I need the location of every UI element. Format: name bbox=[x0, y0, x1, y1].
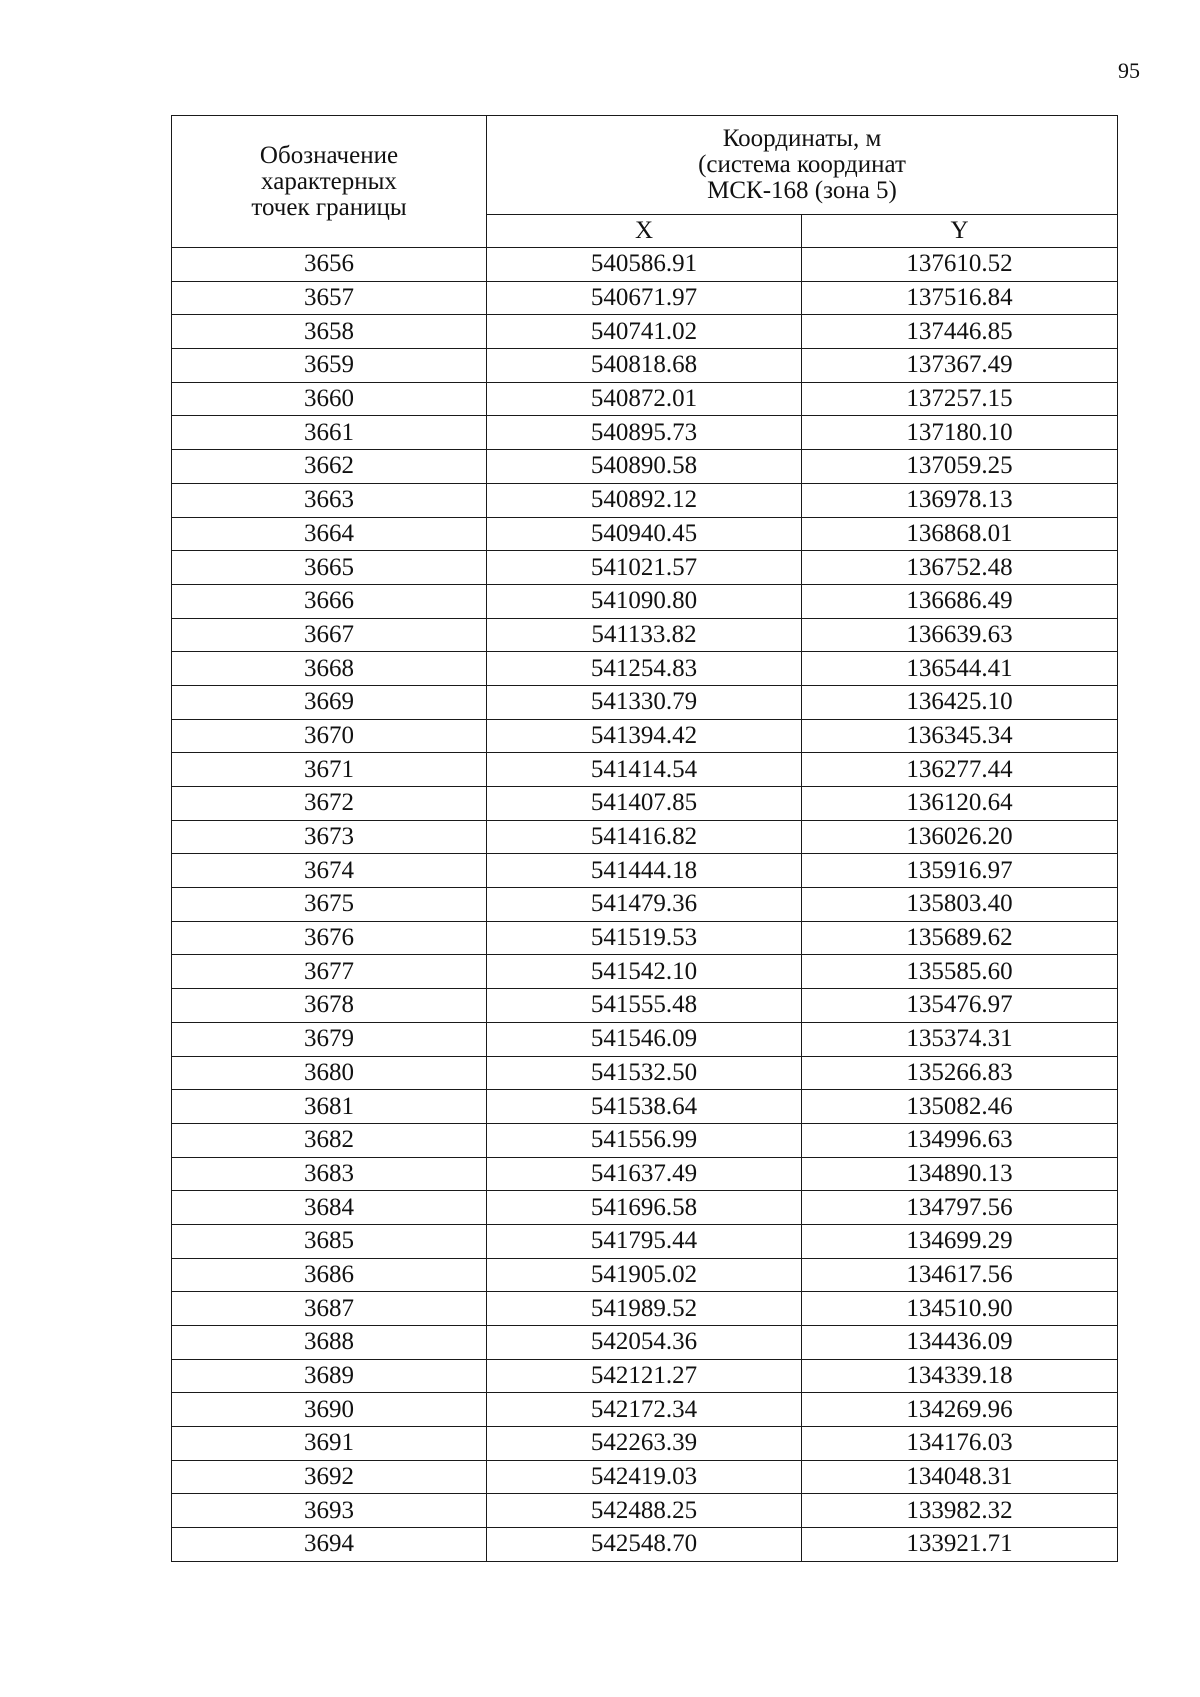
y-cell: 137257.15 bbox=[802, 382, 1118, 416]
x-cell: 541414.54 bbox=[487, 753, 802, 787]
coordinates-header-line: МСК-168 (зона 5) bbox=[707, 177, 897, 204]
table-row bbox=[172, 584, 1118, 618]
point-cell: 3665 bbox=[172, 551, 487, 585]
table-row bbox=[172, 753, 1118, 787]
x-cell: 540892.12 bbox=[487, 483, 802, 517]
y-cell: 135916.97 bbox=[802, 854, 1118, 888]
point-cell: 3671 bbox=[172, 753, 487, 787]
x-cell: 540818.68 bbox=[487, 349, 802, 383]
x-cell: 542488.25 bbox=[487, 1494, 802, 1528]
table-row bbox=[172, 551, 1118, 585]
x-cell: 541795.44 bbox=[487, 1224, 802, 1258]
table-row bbox=[172, 483, 1118, 517]
y-cell: 134048.31 bbox=[802, 1460, 1118, 1494]
table-header bbox=[172, 116, 1118, 248]
y-cell: 137610.52 bbox=[802, 248, 1118, 282]
x-cell: 541696.58 bbox=[487, 1191, 802, 1225]
x-cell: 541989.52 bbox=[487, 1292, 802, 1326]
y-cell: 134339.18 bbox=[802, 1359, 1118, 1393]
table-row bbox=[172, 315, 1118, 349]
y-cell: 136544.41 bbox=[802, 652, 1118, 686]
table-row bbox=[172, 854, 1118, 888]
point-cell: 3678 bbox=[172, 989, 487, 1023]
x-cell: 541546.09 bbox=[487, 1022, 802, 1056]
y-cell: 136277.44 bbox=[802, 753, 1118, 787]
table-row bbox=[172, 382, 1118, 416]
table-row bbox=[172, 1427, 1118, 1461]
table-row bbox=[172, 349, 1118, 383]
y-cell: 135689.62 bbox=[802, 921, 1118, 955]
point-cell: 3657 bbox=[172, 281, 487, 315]
table-row bbox=[172, 517, 1118, 551]
table-row bbox=[172, 1191, 1118, 1225]
y-cell: 136686.49 bbox=[802, 584, 1118, 618]
y-cell: 136345.34 bbox=[802, 719, 1118, 753]
coordinates-header-line: Координаты, м bbox=[722, 125, 882, 152]
coordinates-header bbox=[487, 116, 1118, 215]
x-cell: 542419.03 bbox=[487, 1460, 802, 1494]
y-cell: 134617.56 bbox=[802, 1258, 1118, 1292]
x-cell: 542054.36 bbox=[487, 1326, 802, 1360]
x-cell: 541254.83 bbox=[487, 652, 802, 686]
y-cell: 133982.32 bbox=[802, 1494, 1118, 1528]
y-cell: 134510.90 bbox=[802, 1292, 1118, 1326]
y-cell: 136120.64 bbox=[802, 787, 1118, 821]
y-cell: 135585.60 bbox=[802, 955, 1118, 989]
table-row bbox=[172, 1460, 1118, 1494]
x-cell: 541021.57 bbox=[487, 551, 802, 585]
y-column-header: Y bbox=[802, 215, 1118, 248]
y-cell: 136978.13 bbox=[802, 483, 1118, 517]
table-row bbox=[172, 416, 1118, 450]
point-cell: 3681 bbox=[172, 1090, 487, 1124]
x-column-header: X bbox=[487, 215, 802, 248]
x-cell: 541090.80 bbox=[487, 584, 802, 618]
point-cell: 3684 bbox=[172, 1191, 487, 1225]
table-row bbox=[172, 1393, 1118, 1427]
point-cell: 3691 bbox=[172, 1427, 487, 1461]
table-row bbox=[172, 1528, 1118, 1562]
point-cell: 3668 bbox=[172, 652, 487, 686]
y-cell: 136868.01 bbox=[802, 517, 1118, 551]
point-cell: 3692 bbox=[172, 1460, 487, 1494]
table-row bbox=[172, 450, 1118, 484]
y-cell: 137516.84 bbox=[802, 281, 1118, 315]
x-cell: 542548.70 bbox=[487, 1528, 802, 1562]
x-cell: 540872.01 bbox=[487, 382, 802, 416]
point-cell: 3666 bbox=[172, 584, 487, 618]
table-row bbox=[172, 719, 1118, 753]
table-row bbox=[172, 787, 1118, 821]
table-row bbox=[172, 248, 1118, 282]
table-row bbox=[172, 989, 1118, 1023]
x-cell: 541905.02 bbox=[487, 1258, 802, 1292]
y-cell: 136639.63 bbox=[802, 618, 1118, 652]
x-cell: 541538.64 bbox=[487, 1090, 802, 1124]
point-designation-header bbox=[172, 116, 487, 248]
table-row bbox=[172, 1123, 1118, 1157]
y-cell: 135374.31 bbox=[802, 1022, 1118, 1056]
y-cell: 137059.25 bbox=[802, 450, 1118, 484]
x-cell: 541555.48 bbox=[487, 989, 802, 1023]
point-cell: 3693 bbox=[172, 1494, 487, 1528]
point-cell: 3694 bbox=[172, 1528, 487, 1562]
x-cell: 540940.45 bbox=[487, 517, 802, 551]
y-cell: 134890.13 bbox=[802, 1157, 1118, 1191]
table-row bbox=[172, 820, 1118, 854]
coordinates-table bbox=[171, 115, 1118, 1562]
table-row bbox=[172, 281, 1118, 315]
x-cell: 541532.50 bbox=[487, 1056, 802, 1090]
table-row bbox=[172, 1056, 1118, 1090]
x-cell: 540890.58 bbox=[487, 450, 802, 484]
y-cell: 137446.85 bbox=[802, 315, 1118, 349]
table-row bbox=[172, 1258, 1118, 1292]
x-cell: 541416.82 bbox=[487, 820, 802, 854]
point-cell: 3667 bbox=[172, 618, 487, 652]
point-cell: 3689 bbox=[172, 1359, 487, 1393]
point-cell: 3662 bbox=[172, 450, 487, 484]
table-row bbox=[172, 1359, 1118, 1393]
point-cell: 3659 bbox=[172, 349, 487, 383]
point-cell: 3673 bbox=[172, 820, 487, 854]
point-cell: 3690 bbox=[172, 1393, 487, 1427]
x-cell: 540586.91 bbox=[487, 248, 802, 282]
coordinates-header-line: (система координат bbox=[698, 151, 906, 178]
y-cell: 134699.29 bbox=[802, 1224, 1118, 1258]
table-row bbox=[172, 618, 1118, 652]
table-row bbox=[172, 955, 1118, 989]
point-cell: 3672 bbox=[172, 787, 487, 821]
point-cell: 3661 bbox=[172, 416, 487, 450]
x-cell: 542172.34 bbox=[487, 1393, 802, 1427]
table-row bbox=[172, 1224, 1118, 1258]
x-cell: 541330.79 bbox=[487, 685, 802, 719]
point-cell: 3676 bbox=[172, 921, 487, 955]
y-cell: 135082.46 bbox=[802, 1090, 1118, 1124]
x-cell: 540741.02 bbox=[487, 315, 802, 349]
y-cell: 135803.40 bbox=[802, 888, 1118, 922]
table-body bbox=[172, 248, 1118, 1562]
table-row bbox=[172, 1157, 1118, 1191]
point-header-line: характерных bbox=[261, 167, 397, 195]
x-cell: 541637.49 bbox=[487, 1157, 802, 1191]
table-row bbox=[172, 1022, 1118, 1056]
table-row bbox=[172, 1326, 1118, 1360]
y-cell: 136425.10 bbox=[802, 685, 1118, 719]
y-cell: 135266.83 bbox=[802, 1056, 1118, 1090]
table-row bbox=[172, 652, 1118, 686]
point-cell: 3677 bbox=[172, 955, 487, 989]
point-cell: 3664 bbox=[172, 517, 487, 551]
table-row bbox=[172, 921, 1118, 955]
y-cell: 136752.48 bbox=[802, 551, 1118, 585]
x-cell: 541407.85 bbox=[487, 787, 802, 821]
x-cell: 541394.42 bbox=[487, 719, 802, 753]
table-row bbox=[172, 1494, 1118, 1528]
x-cell: 541444.18 bbox=[487, 854, 802, 888]
y-cell: 137367.49 bbox=[802, 349, 1118, 383]
point-cell: 3660 bbox=[172, 382, 487, 416]
point-cell: 3674 bbox=[172, 854, 487, 888]
point-header-line: Обозначение bbox=[259, 141, 399, 169]
point-cell: 3670 bbox=[172, 719, 487, 753]
point-cell: 3683 bbox=[172, 1157, 487, 1191]
x-cell: 541133.82 bbox=[487, 618, 802, 652]
x-cell: 541479.36 bbox=[487, 888, 802, 922]
y-cell: 133921.71 bbox=[802, 1528, 1118, 1562]
x-cell: 540895.73 bbox=[487, 416, 802, 450]
x-cell: 541519.53 bbox=[487, 921, 802, 955]
point-cell: 3682 bbox=[172, 1123, 487, 1157]
table-row bbox=[172, 1292, 1118, 1326]
x-cell: 541542.10 bbox=[487, 955, 802, 989]
point-cell: 3656 bbox=[172, 248, 487, 282]
y-cell: 137180.10 bbox=[802, 416, 1118, 450]
point-cell: 3679 bbox=[172, 1022, 487, 1056]
point-cell: 3688 bbox=[172, 1326, 487, 1360]
point-cell: 3685 bbox=[172, 1224, 487, 1258]
point-cell: 3680 bbox=[172, 1056, 487, 1090]
table-row bbox=[172, 1090, 1118, 1124]
y-cell: 134996.63 bbox=[802, 1123, 1118, 1157]
point-header-line: точек границы bbox=[251, 193, 407, 221]
point-cell: 3675 bbox=[172, 888, 487, 922]
point-cell: 3686 bbox=[172, 1258, 487, 1292]
x-cell: 542263.39 bbox=[487, 1427, 802, 1461]
y-cell: 134797.56 bbox=[802, 1191, 1118, 1225]
x-cell: 540671.97 bbox=[487, 281, 802, 315]
table-row bbox=[172, 888, 1118, 922]
y-cell: 134436.09 bbox=[802, 1326, 1118, 1360]
y-cell: 134269.96 bbox=[802, 1393, 1118, 1427]
page-number: 95 bbox=[1118, 58, 1140, 83]
x-cell: 542121.27 bbox=[487, 1359, 802, 1393]
point-cell: 3658 bbox=[172, 315, 487, 349]
y-cell: 134176.03 bbox=[802, 1427, 1118, 1461]
point-cell: 3663 bbox=[172, 483, 487, 517]
y-cell: 136026.20 bbox=[802, 820, 1118, 854]
y-cell: 135476.97 bbox=[802, 989, 1118, 1023]
x-cell: 541556.99 bbox=[487, 1123, 802, 1157]
table-row bbox=[172, 685, 1118, 719]
point-cell: 3687 bbox=[172, 1292, 487, 1326]
point-cell: 3669 bbox=[172, 685, 487, 719]
